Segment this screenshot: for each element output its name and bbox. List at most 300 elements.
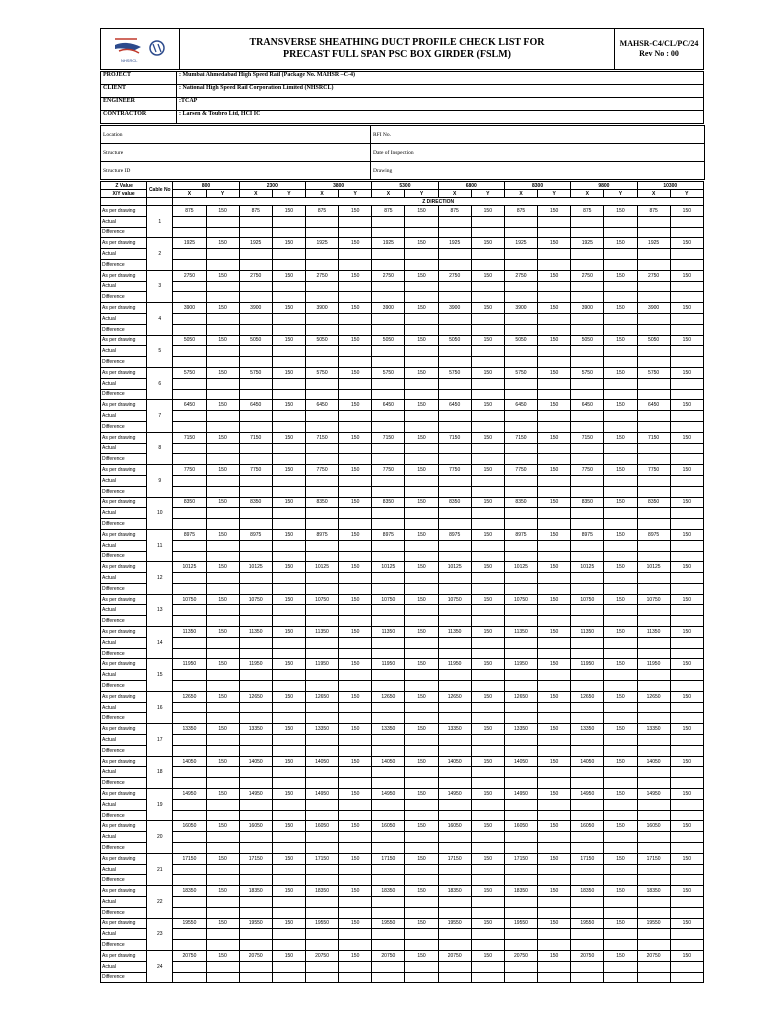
difference-cell[interactable] xyxy=(438,616,471,627)
actual-value-cell[interactable] xyxy=(372,929,405,940)
actual-value-cell[interactable] xyxy=(305,281,338,292)
actual-value-cell[interactable] xyxy=(604,540,637,551)
actual-value-cell[interactable] xyxy=(571,475,604,486)
actual-value-cell[interactable] xyxy=(438,281,471,292)
difference-cell[interactable] xyxy=(504,324,537,335)
actual-value-cell[interactable] xyxy=(206,573,239,584)
difference-cell[interactable] xyxy=(471,940,504,951)
difference-cell[interactable] xyxy=(438,745,471,756)
difference-cell[interactable] xyxy=(206,972,239,983)
actual-value-cell[interactable] xyxy=(305,411,338,422)
actual-value-cell[interactable] xyxy=(405,443,438,454)
actual-value-cell[interactable] xyxy=(206,929,239,940)
actual-value-cell[interactable] xyxy=(438,832,471,843)
actual-value-cell[interactable] xyxy=(538,540,571,551)
difference-cell[interactable] xyxy=(173,778,206,789)
actual-value-cell[interactable] xyxy=(637,702,670,713)
actual-value-cell[interactable] xyxy=(305,961,338,972)
actual-value-cell[interactable] xyxy=(173,961,206,972)
actual-value-cell[interactable] xyxy=(405,929,438,940)
difference-cell[interactable] xyxy=(471,421,504,432)
difference-cell[interactable] xyxy=(438,648,471,659)
difference-cell[interactable] xyxy=(637,486,670,497)
difference-cell[interactable] xyxy=(405,875,438,886)
actual-value-cell[interactable] xyxy=(538,799,571,810)
difference-cell[interactable] xyxy=(538,778,571,789)
difference-cell[interactable] xyxy=(604,681,637,692)
difference-cell[interactable] xyxy=(339,648,372,659)
difference-cell[interactable] xyxy=(637,357,670,368)
actual-value-cell[interactable] xyxy=(471,799,504,810)
difference-cell[interactable] xyxy=(339,875,372,886)
difference-cell[interactable] xyxy=(239,745,272,756)
difference-cell[interactable] xyxy=(604,648,637,659)
difference-cell[interactable] xyxy=(604,616,637,627)
difference-cell[interactable] xyxy=(471,972,504,983)
difference-cell[interactable] xyxy=(438,907,471,918)
actual-value-cell[interactable] xyxy=(272,540,305,551)
actual-value-cell[interactable] xyxy=(206,378,239,389)
difference-cell[interactable] xyxy=(173,486,206,497)
difference-cell[interactable] xyxy=(339,292,372,303)
difference-cell[interactable] xyxy=(471,648,504,659)
actual-value-cell[interactable] xyxy=(272,411,305,422)
actual-value-cell[interactable] xyxy=(471,540,504,551)
difference-cell[interactable] xyxy=(471,454,504,465)
difference-cell[interactable] xyxy=(405,648,438,659)
difference-cell[interactable] xyxy=(173,648,206,659)
difference-cell[interactable] xyxy=(339,745,372,756)
difference-cell[interactable] xyxy=(571,357,604,368)
difference-cell[interactable] xyxy=(438,810,471,821)
difference-cell[interactable] xyxy=(504,551,537,562)
actual-value-cell[interactable] xyxy=(372,378,405,389)
difference-cell[interactable] xyxy=(305,681,338,692)
actual-value-cell[interactable] xyxy=(405,249,438,260)
difference-cell[interactable] xyxy=(538,551,571,562)
actual-value-cell[interactable] xyxy=(372,475,405,486)
actual-value-cell[interactable] xyxy=(173,378,206,389)
difference-cell[interactable] xyxy=(538,389,571,400)
actual-value-cell[interactable] xyxy=(405,799,438,810)
actual-value-cell[interactable] xyxy=(305,346,338,357)
difference-cell[interactable] xyxy=(604,875,637,886)
actual-value-cell[interactable] xyxy=(604,702,637,713)
difference-cell[interactable] xyxy=(173,713,206,724)
difference-cell[interactable] xyxy=(305,810,338,821)
actual-value-cell[interactable] xyxy=(372,832,405,843)
difference-cell[interactable] xyxy=(471,551,504,562)
actual-value-cell[interactable] xyxy=(504,637,537,648)
difference-cell[interactable] xyxy=(471,389,504,400)
difference-cell[interactable] xyxy=(272,421,305,432)
difference-cell[interactable] xyxy=(670,227,703,238)
actual-value-cell[interactable] xyxy=(438,929,471,940)
difference-cell[interactable] xyxy=(405,681,438,692)
difference-cell[interactable] xyxy=(372,713,405,724)
difference-cell[interactable] xyxy=(538,324,571,335)
actual-value-cell[interactable] xyxy=(504,929,537,940)
difference-cell[interactable] xyxy=(272,519,305,530)
difference-cell[interactable] xyxy=(339,227,372,238)
difference-cell[interactable] xyxy=(272,486,305,497)
difference-cell[interactable] xyxy=(339,259,372,270)
actual-value-cell[interactable] xyxy=(571,216,604,227)
difference-cell[interactable] xyxy=(239,583,272,594)
actual-value-cell[interactable] xyxy=(405,346,438,357)
difference-cell[interactable] xyxy=(438,843,471,854)
difference-cell[interactable] xyxy=(604,389,637,400)
difference-cell[interactable] xyxy=(471,292,504,303)
difference-cell[interactable] xyxy=(239,713,272,724)
actual-value-cell[interactable] xyxy=(405,897,438,908)
actual-value-cell[interactable] xyxy=(272,702,305,713)
actual-value-cell[interactable] xyxy=(670,475,703,486)
actual-value-cell[interactable] xyxy=(571,864,604,875)
difference-cell[interactable] xyxy=(471,681,504,692)
actual-value-cell[interactable] xyxy=(637,832,670,843)
actual-value-cell[interactable] xyxy=(339,799,372,810)
difference-cell[interactable] xyxy=(604,713,637,724)
actual-value-cell[interactable] xyxy=(504,832,537,843)
difference-cell[interactable] xyxy=(604,259,637,270)
actual-value-cell[interactable] xyxy=(571,637,604,648)
actual-value-cell[interactable] xyxy=(604,249,637,260)
difference-cell[interactable] xyxy=(604,357,637,368)
difference-cell[interactable] xyxy=(239,389,272,400)
actual-value-cell[interactable] xyxy=(538,670,571,681)
actual-value-cell[interactable] xyxy=(339,961,372,972)
actual-value-cell[interactable] xyxy=(504,735,537,746)
difference-cell[interactable] xyxy=(637,421,670,432)
actual-value-cell[interactable] xyxy=(504,702,537,713)
actual-value-cell[interactable] xyxy=(504,475,537,486)
difference-cell[interactable] xyxy=(637,389,670,400)
actual-value-cell[interactable] xyxy=(438,767,471,778)
actual-value-cell[interactable] xyxy=(239,249,272,260)
difference-cell[interactable] xyxy=(372,843,405,854)
difference-cell[interactable] xyxy=(173,843,206,854)
difference-cell[interactable] xyxy=(405,421,438,432)
difference-cell[interactable] xyxy=(206,843,239,854)
actual-value-cell[interactable] xyxy=(405,281,438,292)
actual-value-cell[interactable] xyxy=(604,961,637,972)
difference-cell[interactable] xyxy=(305,259,338,270)
actual-value-cell[interactable] xyxy=(637,475,670,486)
difference-cell[interactable] xyxy=(272,227,305,238)
difference-cell[interactable] xyxy=(272,907,305,918)
actual-value-cell[interactable] xyxy=(339,378,372,389)
difference-cell[interactable] xyxy=(571,389,604,400)
difference-cell[interactable] xyxy=(438,583,471,594)
difference-cell[interactable] xyxy=(637,843,670,854)
actual-value-cell[interactable] xyxy=(372,670,405,681)
difference-cell[interactable] xyxy=(438,292,471,303)
difference-cell[interactable] xyxy=(471,875,504,886)
difference-cell[interactable] xyxy=(571,940,604,951)
difference-cell[interactable] xyxy=(670,389,703,400)
difference-cell[interactable] xyxy=(372,940,405,951)
actual-value-cell[interactable] xyxy=(504,767,537,778)
actual-value-cell[interactable] xyxy=(604,281,637,292)
actual-value-cell[interactable] xyxy=(372,961,405,972)
actual-value-cell[interactable] xyxy=(670,540,703,551)
difference-cell[interactable] xyxy=(637,583,670,594)
difference-cell[interactable] xyxy=(173,972,206,983)
difference-cell[interactable] xyxy=(173,227,206,238)
difference-cell[interactable] xyxy=(272,972,305,983)
actual-value-cell[interactable] xyxy=(538,378,571,389)
actual-value-cell[interactable] xyxy=(438,540,471,551)
actual-value-cell[interactable] xyxy=(372,216,405,227)
actual-value-cell[interactable] xyxy=(637,249,670,260)
actual-value-cell[interactable] xyxy=(471,767,504,778)
actual-value-cell[interactable] xyxy=(637,540,670,551)
actual-value-cell[interactable] xyxy=(670,637,703,648)
actual-value-cell[interactable] xyxy=(173,897,206,908)
difference-cell[interactable] xyxy=(405,551,438,562)
difference-cell[interactable] xyxy=(637,972,670,983)
actual-value-cell[interactable] xyxy=(571,735,604,746)
actual-value-cell[interactable] xyxy=(637,411,670,422)
actual-value-cell[interactable] xyxy=(571,832,604,843)
difference-cell[interactable] xyxy=(504,357,537,368)
difference-cell[interactable] xyxy=(239,843,272,854)
difference-cell[interactable] xyxy=(438,421,471,432)
difference-cell[interactable] xyxy=(305,583,338,594)
difference-cell[interactable] xyxy=(305,745,338,756)
actual-value-cell[interactable] xyxy=(637,864,670,875)
difference-cell[interactable] xyxy=(305,713,338,724)
actual-value-cell[interactable] xyxy=(339,475,372,486)
difference-cell[interactable] xyxy=(538,681,571,692)
difference-cell[interactable] xyxy=(239,227,272,238)
actual-value-cell[interactable] xyxy=(504,573,537,584)
actual-value-cell[interactable] xyxy=(305,767,338,778)
difference-cell[interactable] xyxy=(604,421,637,432)
actual-value-cell[interactable] xyxy=(471,670,504,681)
difference-cell[interactable] xyxy=(471,810,504,821)
actual-value-cell[interactable] xyxy=(604,313,637,324)
actual-value-cell[interactable] xyxy=(173,475,206,486)
structure-field[interactable]: Structure xyxy=(101,144,371,162)
difference-cell[interactable] xyxy=(670,648,703,659)
actual-value-cell[interactable] xyxy=(604,411,637,422)
difference-cell[interactable] xyxy=(604,454,637,465)
actual-value-cell[interactable] xyxy=(571,605,604,616)
actual-value-cell[interactable] xyxy=(504,670,537,681)
actual-value-cell[interactable] xyxy=(637,216,670,227)
difference-cell[interactable] xyxy=(604,843,637,854)
actual-value-cell[interactable] xyxy=(471,411,504,422)
difference-cell[interactable] xyxy=(571,648,604,659)
actual-value-cell[interactable] xyxy=(637,767,670,778)
difference-cell[interactable] xyxy=(670,843,703,854)
actual-value-cell[interactable] xyxy=(637,573,670,584)
difference-cell[interactable] xyxy=(339,940,372,951)
actual-value-cell[interactable] xyxy=(504,540,537,551)
difference-cell[interactable] xyxy=(305,843,338,854)
difference-cell[interactable] xyxy=(206,292,239,303)
difference-cell[interactable] xyxy=(438,940,471,951)
difference-cell[interactable] xyxy=(604,292,637,303)
actual-value-cell[interactable] xyxy=(405,313,438,324)
actual-value-cell[interactable] xyxy=(405,767,438,778)
difference-cell[interactable] xyxy=(339,713,372,724)
difference-cell[interactable] xyxy=(272,778,305,789)
difference-cell[interactable] xyxy=(239,875,272,886)
actual-value-cell[interactable] xyxy=(471,897,504,908)
difference-cell[interactable] xyxy=(305,940,338,951)
difference-cell[interactable] xyxy=(538,583,571,594)
inspection-date-field[interactable]: Date of Inspection xyxy=(371,144,705,162)
actual-value-cell[interactable] xyxy=(504,313,537,324)
difference-cell[interactable] xyxy=(637,907,670,918)
difference-cell[interactable] xyxy=(206,907,239,918)
actual-value-cell[interactable] xyxy=(405,735,438,746)
difference-cell[interactable] xyxy=(372,454,405,465)
actual-value-cell[interactable] xyxy=(604,508,637,519)
actual-value-cell[interactable] xyxy=(339,897,372,908)
difference-cell[interactable] xyxy=(272,713,305,724)
difference-cell[interactable] xyxy=(305,292,338,303)
difference-cell[interactable] xyxy=(504,292,537,303)
actual-value-cell[interactable] xyxy=(239,281,272,292)
difference-cell[interactable] xyxy=(571,583,604,594)
actual-value-cell[interactable] xyxy=(571,670,604,681)
actual-value-cell[interactable] xyxy=(272,346,305,357)
actual-value-cell[interactable] xyxy=(206,411,239,422)
actual-value-cell[interactable] xyxy=(504,443,537,454)
difference-cell[interactable] xyxy=(272,875,305,886)
difference-cell[interactable] xyxy=(272,810,305,821)
difference-cell[interactable] xyxy=(206,583,239,594)
actual-value-cell[interactable] xyxy=(372,897,405,908)
difference-cell[interactable] xyxy=(670,810,703,821)
actual-value-cell[interactable] xyxy=(637,346,670,357)
actual-value-cell[interactable] xyxy=(571,508,604,519)
actual-value-cell[interactable] xyxy=(239,378,272,389)
difference-cell[interactable] xyxy=(637,681,670,692)
actual-value-cell[interactable] xyxy=(339,313,372,324)
actual-value-cell[interactable] xyxy=(637,735,670,746)
actual-value-cell[interactable] xyxy=(438,735,471,746)
difference-cell[interactable] xyxy=(538,810,571,821)
difference-cell[interactable] xyxy=(372,551,405,562)
difference-cell[interactable] xyxy=(637,259,670,270)
difference-cell[interactable] xyxy=(538,292,571,303)
difference-cell[interactable] xyxy=(571,745,604,756)
difference-cell[interactable] xyxy=(173,324,206,335)
difference-cell[interactable] xyxy=(670,778,703,789)
actual-value-cell[interactable] xyxy=(604,799,637,810)
actual-value-cell[interactable] xyxy=(339,605,372,616)
difference-cell[interactable] xyxy=(272,324,305,335)
actual-value-cell[interactable] xyxy=(206,637,239,648)
actual-value-cell[interactable] xyxy=(372,864,405,875)
difference-cell[interactable] xyxy=(173,810,206,821)
actual-value-cell[interactable] xyxy=(670,767,703,778)
actual-value-cell[interactable] xyxy=(637,670,670,681)
difference-cell[interactable] xyxy=(571,616,604,627)
difference-cell[interactable] xyxy=(405,486,438,497)
difference-cell[interactable] xyxy=(504,421,537,432)
difference-cell[interactable] xyxy=(372,616,405,627)
difference-cell[interactable] xyxy=(339,616,372,627)
actual-value-cell[interactable] xyxy=(670,573,703,584)
actual-value-cell[interactable] xyxy=(637,508,670,519)
actual-value-cell[interactable] xyxy=(372,767,405,778)
difference-cell[interactable] xyxy=(405,259,438,270)
actual-value-cell[interactable] xyxy=(206,702,239,713)
difference-cell[interactable] xyxy=(305,907,338,918)
difference-cell[interactable] xyxy=(339,843,372,854)
difference-cell[interactable] xyxy=(372,292,405,303)
actual-value-cell[interactable] xyxy=(604,767,637,778)
actual-value-cell[interactable] xyxy=(405,411,438,422)
actual-value-cell[interactable] xyxy=(637,799,670,810)
difference-cell[interactable] xyxy=(239,907,272,918)
actual-value-cell[interactable] xyxy=(670,508,703,519)
difference-cell[interactable] xyxy=(504,745,537,756)
actual-value-cell[interactable] xyxy=(471,281,504,292)
difference-cell[interactable] xyxy=(604,778,637,789)
difference-cell[interactable] xyxy=(637,551,670,562)
difference-cell[interactable] xyxy=(206,421,239,432)
difference-cell[interactable] xyxy=(272,292,305,303)
difference-cell[interactable] xyxy=(372,875,405,886)
difference-cell[interactable] xyxy=(305,778,338,789)
difference-cell[interactable] xyxy=(173,519,206,530)
actual-value-cell[interactable] xyxy=(173,864,206,875)
difference-cell[interactable] xyxy=(239,454,272,465)
difference-cell[interactable] xyxy=(504,875,537,886)
difference-cell[interactable] xyxy=(604,519,637,530)
difference-cell[interactable] xyxy=(305,486,338,497)
actual-value-cell[interactable] xyxy=(239,313,272,324)
difference-cell[interactable] xyxy=(670,519,703,530)
difference-cell[interactable] xyxy=(339,389,372,400)
difference-cell[interactable] xyxy=(239,616,272,627)
actual-value-cell[interactable] xyxy=(339,702,372,713)
actual-value-cell[interactable] xyxy=(571,702,604,713)
difference-cell[interactable] xyxy=(538,972,571,983)
actual-value-cell[interactable] xyxy=(604,897,637,908)
difference-cell[interactable] xyxy=(239,421,272,432)
actual-value-cell[interactable] xyxy=(272,767,305,778)
actual-value-cell[interactable] xyxy=(571,961,604,972)
difference-cell[interactable] xyxy=(239,681,272,692)
actual-value-cell[interactable] xyxy=(504,216,537,227)
difference-cell[interactable] xyxy=(604,583,637,594)
difference-cell[interactable] xyxy=(471,907,504,918)
actual-value-cell[interactable] xyxy=(670,216,703,227)
difference-cell[interactable] xyxy=(438,551,471,562)
difference-cell[interactable] xyxy=(405,778,438,789)
difference-cell[interactable] xyxy=(571,486,604,497)
actual-value-cell[interactable] xyxy=(405,475,438,486)
difference-cell[interactable] xyxy=(637,810,670,821)
actual-value-cell[interactable] xyxy=(272,637,305,648)
actual-value-cell[interactable] xyxy=(272,832,305,843)
difference-cell[interactable] xyxy=(272,389,305,400)
difference-cell[interactable] xyxy=(504,972,537,983)
difference-cell[interactable] xyxy=(670,259,703,270)
difference-cell[interactable] xyxy=(372,907,405,918)
actual-value-cell[interactable] xyxy=(272,249,305,260)
actual-value-cell[interactable] xyxy=(239,897,272,908)
difference-cell[interactable] xyxy=(571,843,604,854)
